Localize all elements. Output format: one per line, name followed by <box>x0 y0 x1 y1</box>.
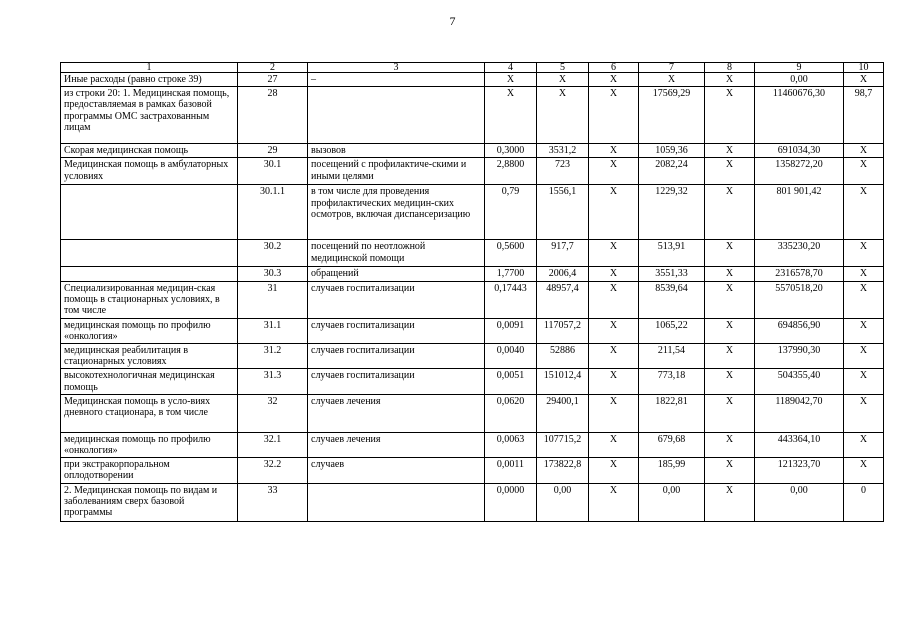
table-cell: 0,0011 <box>485 458 537 483</box>
table-cell: Х <box>705 344 755 369</box>
table-cell: Х <box>705 87 755 144</box>
table-cell: 30.1.1 <box>238 185 308 240</box>
table-cell: 48957,4 <box>537 281 589 318</box>
table-cell: 173822,8 <box>537 458 589 483</box>
column-number-cell: 9 <box>755 63 844 73</box>
table-row <box>61 281 884 318</box>
table-cell: Х <box>844 240 884 267</box>
table-cell: 0,0051 <box>485 369 537 394</box>
table-cell: Х <box>639 73 705 87</box>
table-cell: 1822,81 <box>639 394 705 432</box>
table-cell: Х <box>705 240 755 267</box>
table-cell: Х <box>844 144 884 158</box>
column-number-cell: 4 <box>485 63 537 73</box>
table-row <box>61 344 884 369</box>
table-cell: Х <box>589 432 639 457</box>
table-cell: 3551,33 <box>639 267 705 281</box>
table-cell: 8539,64 <box>639 281 705 318</box>
table-cell: – <box>308 73 485 87</box>
table-cell: Х <box>844 318 884 343</box>
table-cell: Х <box>589 483 639 521</box>
table-cell: Медицинская помощь в усло-виях дневного стационара, в том числе <box>61 394 238 432</box>
table-cell: 0,0620 <box>485 394 537 432</box>
table-cell: Х <box>705 432 755 457</box>
table-cell <box>308 483 485 521</box>
table-cell: 2. Медицинская помощь по видам и заболеваниям сверх базовой программы <box>61 483 238 521</box>
table-cell: 443364,10 <box>755 432 844 457</box>
table-row <box>61 158 884 185</box>
table-cell: при экстракорпоральном оплодотворении <box>61 458 238 483</box>
table-row <box>61 458 884 483</box>
table-cell: Х <box>705 267 755 281</box>
table-cell: 11460676,30 <box>755 87 844 144</box>
page-number: 7 <box>449 14 456 28</box>
table-cell: Х <box>485 87 537 144</box>
table-cell: посещений по неотложной медицинской помощи <box>308 240 485 267</box>
table-cell: Х <box>589 344 639 369</box>
table-cell: 0,0000 <box>485 483 537 521</box>
table-cell: Х <box>485 73 537 87</box>
table-cell: случаев госпитализации <box>308 344 485 369</box>
table-cell: 0,00 <box>639 483 705 521</box>
table-cell: 28 <box>238 87 308 144</box>
table-cell: 0 <box>844 483 884 521</box>
table-cell: Х <box>844 267 884 281</box>
table-cell: 801 901,42 <box>755 185 844 240</box>
table-cell: из строки 20: 1. Медицинская помощь, предоставляемая в рамках базовой программы ОМС застрахованным лицам <box>61 87 238 144</box>
table-cell: посещений с профилактиче-скими и иными целями <box>308 158 485 185</box>
table-cell: 17569,29 <box>639 87 705 144</box>
table-cell: 33 <box>238 483 308 521</box>
table-row <box>61 73 884 87</box>
table-cell: высокотехнологичная медицинская помощь <box>61 369 238 394</box>
table-cell: Х <box>844 281 884 318</box>
table-cell: Х <box>705 458 755 483</box>
table-cell: Х <box>705 158 755 185</box>
table-cell: 723 <box>537 158 589 185</box>
table-row <box>61 267 884 281</box>
table-cell <box>61 267 238 281</box>
table-cell: Х <box>589 185 639 240</box>
table-row <box>61 240 884 267</box>
table-cell: Х <box>844 73 884 87</box>
table-cell: 1358272,20 <box>755 158 844 185</box>
table-row <box>61 432 884 457</box>
table-cell: 773,18 <box>639 369 705 394</box>
table-cell: 5570518,20 <box>755 281 844 318</box>
table-cell: Скорая медицинская помощь <box>61 144 238 158</box>
table-cell: Х <box>589 144 639 158</box>
table-cell: 0,5600 <box>485 240 537 267</box>
table-cell: 2,8800 <box>485 158 537 185</box>
table-cell: 151012,4 <box>537 369 589 394</box>
table-cell: Х <box>705 73 755 87</box>
column-number-cell: 10 <box>844 63 884 73</box>
expenses-table <box>60 62 884 522</box>
table-cell: 52886 <box>537 344 589 369</box>
table-cell: Х <box>844 432 884 457</box>
table-cell: Х <box>844 369 884 394</box>
table-row <box>61 185 884 240</box>
table-cell: 1229,32 <box>639 185 705 240</box>
table-cell: 1189042,70 <box>755 394 844 432</box>
table-cell: Х <box>705 185 755 240</box>
table-cell: 0,00 <box>755 73 844 87</box>
table-cell: Х <box>589 158 639 185</box>
column-number-cell: 3 <box>308 63 485 73</box>
table-cell: 1059,36 <box>639 144 705 158</box>
column-number-cell: 7 <box>639 63 705 73</box>
table-row <box>61 394 884 432</box>
table-cell: 0,17443 <box>485 281 537 318</box>
table-cell: Х <box>844 158 884 185</box>
table-cell: 29 <box>238 144 308 158</box>
column-number-cell: 1 <box>61 63 238 73</box>
table-cell: Х <box>589 458 639 483</box>
table-cell: Х <box>705 369 755 394</box>
table-cell: 107715,2 <box>537 432 589 457</box>
table-cell: обращений <box>308 267 485 281</box>
table-row <box>61 483 884 521</box>
table-cell: 679,68 <box>639 432 705 457</box>
table-cell: Х <box>705 318 755 343</box>
table-cell <box>61 240 238 267</box>
table-cell: вызовов <box>308 144 485 158</box>
table-cell: Иные расходы (равно строке 39) <box>61 73 238 87</box>
table-cell: случаев госпитализации <box>308 281 485 318</box>
column-number-cell: 5 <box>537 63 589 73</box>
table-cell: 513,91 <box>639 240 705 267</box>
table-cell <box>308 87 485 144</box>
table-cell: Х <box>537 73 589 87</box>
table-cell: 137990,30 <box>755 344 844 369</box>
table-cell: Х <box>705 483 755 521</box>
table-cell: случаев госпитализации <box>308 318 485 343</box>
table-cell: Х <box>589 267 639 281</box>
table-cell: 0,0091 <box>485 318 537 343</box>
table-cell: Х <box>537 87 589 144</box>
table-cell: случаев <box>308 458 485 483</box>
table-cell: медицинская помощь по профилю «онкология» <box>61 432 238 457</box>
table-cell: случаев лечения <box>308 394 485 432</box>
table-cell: 1556,1 <box>537 185 589 240</box>
table-cell: 31.3 <box>238 369 308 394</box>
table-cell <box>61 185 238 240</box>
table-cell: случаев госпитализации <box>308 369 485 394</box>
table-cell: 694856,90 <box>755 318 844 343</box>
table-cell: 32.1 <box>238 432 308 457</box>
table-cell: 27 <box>238 73 308 87</box>
table-cell: 32.2 <box>238 458 308 483</box>
table-row <box>61 87 884 144</box>
table-cell: 117057,2 <box>537 318 589 343</box>
table-cell: медицинская помощь по профилю «онкология» <box>61 318 238 343</box>
table-row <box>61 369 884 394</box>
table-cell: 0,00 <box>537 483 589 521</box>
table-cell: 0,0063 <box>485 432 537 457</box>
table-cell: 185,99 <box>639 458 705 483</box>
table-cell: Х <box>844 185 884 240</box>
table-cell: 3531,2 <box>537 144 589 158</box>
table-cell: Х <box>705 394 755 432</box>
table-cell: в том числе для проведения профилактических медицин-ских осмотров, включая диспансеризацию <box>308 185 485 240</box>
table-cell: 29400,1 <box>537 394 589 432</box>
table-row <box>61 318 884 343</box>
table-cell: Х <box>844 394 884 432</box>
table-cell: 98,7 <box>844 87 884 144</box>
table-cell: 30.3 <box>238 267 308 281</box>
table-cell: 32 <box>238 394 308 432</box>
table-cell: 0,0040 <box>485 344 537 369</box>
table-cell: 31.1 <box>238 318 308 343</box>
table-cell: 504355,40 <box>755 369 844 394</box>
table-cell: 30.1 <box>238 158 308 185</box>
table-cell: 121323,70 <box>755 458 844 483</box>
table-cell: Х <box>589 369 639 394</box>
table-cell: Х <box>589 318 639 343</box>
table-cell: 0,00 <box>755 483 844 521</box>
column-number-cell: 8 <box>705 63 755 73</box>
table-cell: Х <box>589 87 639 144</box>
table-cell: 917,7 <box>537 240 589 267</box>
table-cell: 0,3000 <box>485 144 537 158</box>
table-cell: 211,54 <box>639 344 705 369</box>
table-cell: Х <box>705 281 755 318</box>
table-cell: 31 <box>238 281 308 318</box>
column-number-row <box>61 63 884 73</box>
table-cell: Специализированная медицин-ская помощь в стационарных условиях, в том числе <box>61 281 238 318</box>
table-cell: 31.2 <box>238 344 308 369</box>
table-cell: случаев лечения <box>308 432 485 457</box>
table-cell: 2316578,70 <box>755 267 844 281</box>
table-cell: 2082,24 <box>639 158 705 185</box>
table-cell: Х <box>705 144 755 158</box>
table-cell: Х <box>844 344 884 369</box>
table-cell: Медицинская помощь в амбулаторных условиях <box>61 158 238 185</box>
table-cell: 2006,4 <box>537 267 589 281</box>
table-cell: Х <box>844 458 884 483</box>
column-number-cell: 2 <box>238 63 308 73</box>
table-cell: Х <box>589 240 639 267</box>
table-cell: Х <box>589 394 639 432</box>
table-cell: Х <box>589 73 639 87</box>
table-cell: медицинская реабилитация в стационарных условиях <box>61 344 238 369</box>
table-cell: 1065,22 <box>639 318 705 343</box>
table-cell: Х <box>589 281 639 318</box>
table-cell: 0,79 <box>485 185 537 240</box>
table-cell: 335230,20 <box>755 240 844 267</box>
table-row <box>61 144 884 158</box>
table-cell: 30.2 <box>238 240 308 267</box>
table-cell: 691034,30 <box>755 144 844 158</box>
column-number-cell: 6 <box>589 63 639 73</box>
table-cell: 1,7700 <box>485 267 537 281</box>
